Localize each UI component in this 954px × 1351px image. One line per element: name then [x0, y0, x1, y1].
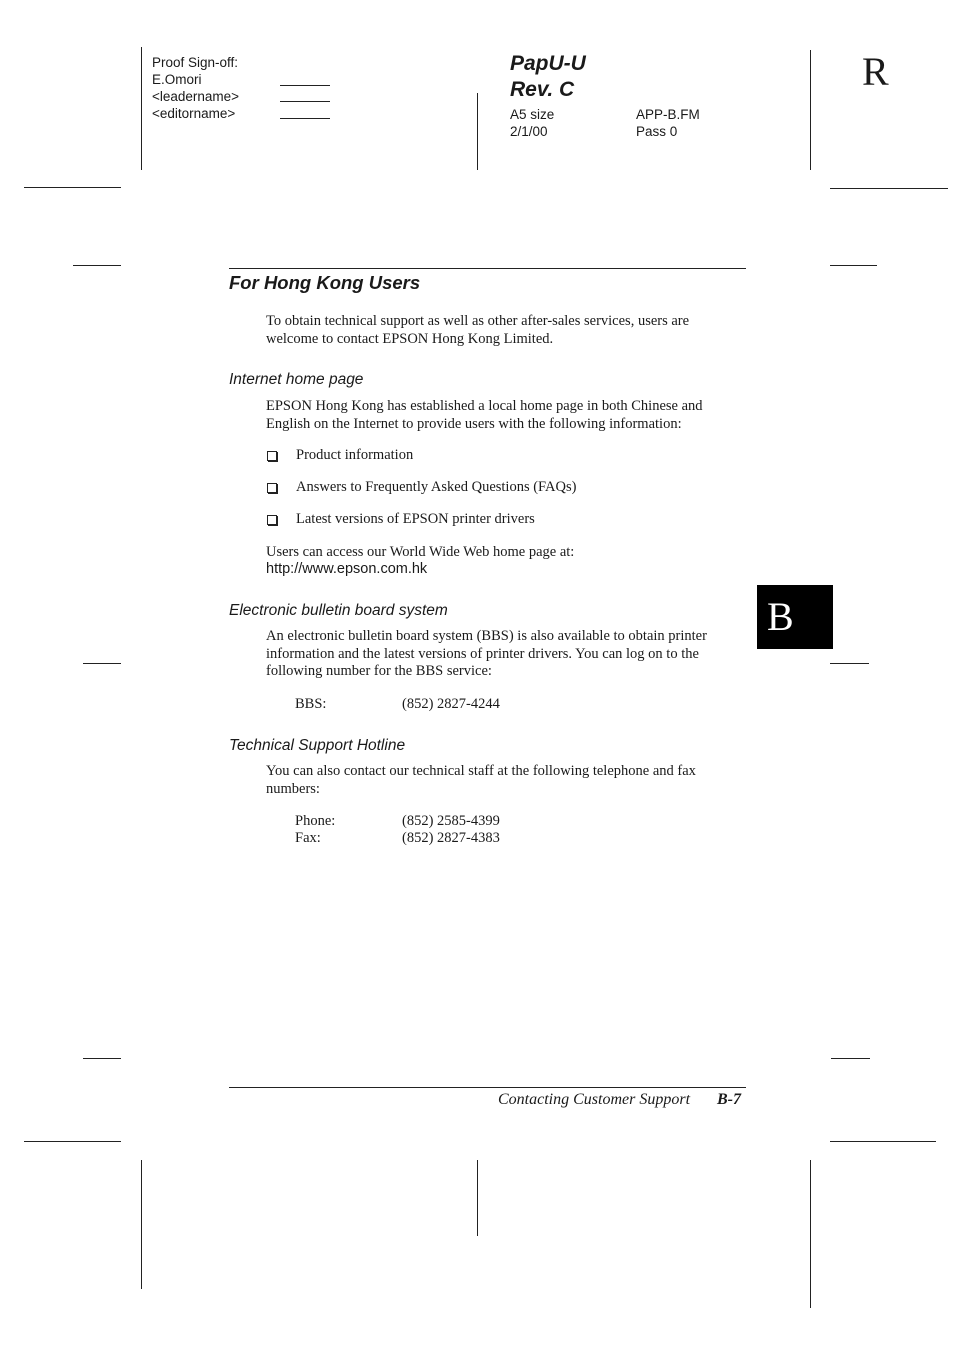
signer-editorname: <editorname> [152, 106, 236, 121]
footer-rule [229, 1087, 746, 1088]
bbs-para-line-1: An electronic bulletin board system (BBS) is also available to obtain printer [266, 628, 707, 644]
corner-mark: R [862, 49, 889, 94]
signer-leadername: <leadername> [152, 89, 240, 104]
bbs-paragraph [266, 628, 707, 681]
fax-number: (852) 2827-4383 [402, 830, 500, 846]
checkbox-bullet-icon [267, 515, 277, 525]
web-access-text: Users can access our World Wide Web home page at: [266, 544, 575, 560]
crop-mark-bottom-right-vertical [810, 1160, 811, 1308]
crop-mark-top-right-vertical [810, 50, 811, 170]
internet-para-line-1: EPSON Hong Kong has established a local home page in both Chinese and [266, 398, 703, 414]
proof-signoff-block [152, 54, 239, 122]
crop-mark-top-left-vertical [141, 47, 142, 170]
hotline-paragraph [266, 763, 696, 798]
list-item [267, 511, 535, 529]
trim-mark-left-3 [83, 1058, 121, 1059]
checkbox-bullet-icon [267, 451, 277, 461]
trim-mark-right-3 [831, 1058, 870, 1059]
bbs-para-line-2: information and the latest versions of printer drivers. You can log on to the [266, 645, 699, 662]
section-title: For Hong Kong Users [229, 272, 421, 293]
phone-number: (852) 2585-4399 [402, 813, 500, 829]
list-item [267, 447, 413, 465]
footer-chapter-title: Contacting Customer Support [498, 1091, 691, 1108]
crop-mark-bottom-left-horizontal [24, 1141, 121, 1142]
crop-mark-top-center-vertical [477, 93, 478, 170]
internet-para-line-2: English on the Internet to provide users with the following information: [266, 415, 682, 432]
bullet-text: Product information [296, 447, 414, 463]
page-number: B-7 [717, 1091, 741, 1108]
signer-omori: E.Omori [152, 72, 202, 87]
crop-mark-bottom-left-vertical [141, 1160, 142, 1289]
crop-mark-bottom-center-vertical [477, 1160, 478, 1236]
web-url[interactable]: http://www.epson.com.hk [266, 561, 428, 577]
paper-size: A5 size [510, 107, 555, 122]
section-intro [266, 313, 689, 348]
intro-line-1: To obtain technical support as well as other after-sales services, users are [266, 313, 690, 329]
list-item [267, 479, 576, 497]
trim-mark-right-1 [830, 265, 877, 266]
file-name: APP-B.FM [636, 107, 700, 122]
section-rule [229, 268, 746, 269]
chapter-tab: B [757, 585, 833, 649]
product-revision: Rev. C [510, 78, 575, 101]
document-date: 2/1/00 [510, 124, 548, 139]
pass-number: Pass 0 [636, 124, 678, 139]
bbs-heading: Electronic bulletin board system [229, 602, 448, 619]
proof-signoff-label: Proof Sign-off: [152, 55, 239, 70]
bullet-text: Latest versions of EPSON printer drivers [296, 511, 535, 527]
fax-label: Fax: [295, 830, 321, 846]
signoff-line-1 [280, 85, 330, 86]
bbs-para-line-3: following number for the BBS service: [266, 663, 492, 679]
crop-mark-top-right-horizontal [830, 188, 948, 189]
bbs-number: (852) 2827-4244 [402, 696, 500, 712]
internet-heading: Internet home page [229, 371, 364, 388]
internet-paragraph [266, 398, 703, 433]
crop-mark-bottom-right-horizontal [830, 1141, 936, 1142]
signoff-line-2 [280, 101, 330, 102]
trim-mark-left-1 [73, 265, 121, 266]
hotline-para-line-2: numbers: [266, 780, 320, 797]
crop-mark-top-left-horizontal [24, 187, 121, 188]
intro-line-2: welcome to contact EPSON Hong Kong Limited. [266, 330, 554, 347]
bullet-text: Answers to Frequently Asked Questions (FAQs) [296, 479, 577, 495]
product-line-1: PapU-U [510, 52, 586, 75]
checkbox-bullet-icon [267, 483, 277, 493]
trim-mark-left-2 [83, 663, 121, 664]
trim-mark-right-2 [830, 663, 869, 664]
product-name [510, 51, 586, 103]
phone-label: Phone: [295, 813, 336, 829]
hotline-para-line-1: You can also contact our technical staff at the following telephone and fax [266, 763, 696, 779]
hotline-heading: Technical Support Hotline [229, 737, 406, 754]
bbs-label: BBS: [295, 696, 327, 712]
signoff-line-3 [280, 118, 330, 119]
